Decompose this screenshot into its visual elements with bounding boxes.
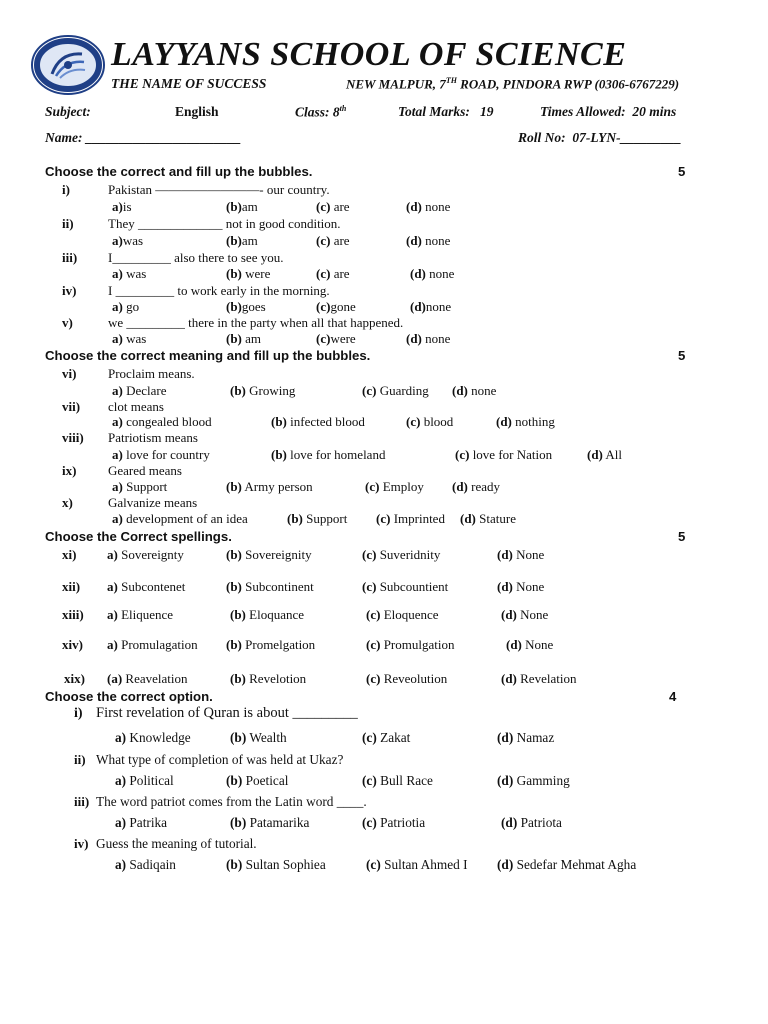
section-1-marks: 5 — [678, 164, 686, 179]
option-a[interactable]: a) go — [112, 299, 140, 314]
option-d[interactable]: (d) Stature — [460, 511, 516, 526]
option-a[interactable]: a) Subcontenet — [107, 579, 186, 594]
question-text: Proclaim means. — [108, 366, 195, 381]
school-name: LAYYANS SCHOOL OF SCIENCE — [111, 36, 627, 73]
option-c[interactable]: (c) Guarding — [362, 383, 429, 398]
option-b[interactable]: (b) Promelgation — [226, 637, 316, 652]
option-a[interactable]: a) Political — [115, 773, 174, 788]
option-b[interactable]: (b) Patamarika — [230, 815, 310, 830]
option-d[interactable]: (d) Patriota — [501, 815, 562, 830]
question-text: I _________ to work early in the morning. — [108, 283, 330, 298]
option-a[interactable]: a) Knowledge — [115, 730, 191, 745]
question-number: i) — [74, 706, 83, 721]
question-number: iv) — [74, 836, 89, 851]
question-number: v) — [62, 315, 73, 330]
name-field: Name: _______________________ — [45, 130, 242, 145]
section-3-title: Choose the Correct spellings. — [45, 529, 232, 544]
option-c[interactable]: (c) Employ — [365, 479, 424, 494]
option-b[interactable]: (b) Sovereignity — [226, 547, 312, 562]
option-b[interactable]: (b) Poetical — [226, 773, 289, 788]
option-b[interactable]: (b) were — [226, 266, 271, 281]
option-d[interactable]: (d) none — [406, 331, 451, 346]
question-text: clot means — [108, 399, 164, 414]
option-d[interactable]: (d) Namaz — [497, 730, 555, 745]
option-b[interactable]: (b) Growing — [230, 383, 296, 398]
option-b[interactable]: (b) Sultan Sophiea — [226, 857, 326, 872]
option-c[interactable]: (c) blood — [406, 414, 454, 429]
question-number: xix) — [64, 671, 85, 686]
option-b[interactable]: (b) am — [226, 331, 262, 346]
question-number: ii) — [74, 752, 86, 767]
option-a[interactable]: a)was — [112, 233, 144, 248]
school-address: NEW MALPUR, 7TH ROAD, PINDORA RWP (0306-6767229) — [346, 76, 680, 92]
question-number: xiv) — [62, 637, 83, 652]
option-c[interactable]: (c) Promulgation — [366, 637, 455, 652]
option-d[interactable]: (d) None — [497, 579, 545, 594]
question-text: we _________ there in the party when all that happened. — [108, 315, 404, 330]
section-4-marks: 4 — [669, 689, 677, 704]
option-d[interactable]: (d) none — [410, 266, 455, 281]
question-text: Patriotism means — [108, 430, 198, 445]
option-a[interactable]: a) Eliquence — [107, 607, 174, 622]
option-d[interactable]: (d) None — [497, 547, 545, 562]
option-c[interactable]: (c) are — [316, 199, 350, 214]
option-c[interactable]: (c) Patriotia — [362, 815, 426, 830]
option-d[interactable]: (d) None — [506, 637, 554, 652]
option-d[interactable]: (d) Revelation — [501, 671, 577, 686]
section-4-title: Choose the correct option. — [45, 689, 213, 704]
option-b[interactable]: (b) Eloquance — [230, 607, 305, 622]
section-2-marks: 5 — [678, 348, 686, 363]
school-logo — [30, 34, 106, 96]
option-a[interactable]: a)is — [112, 199, 132, 214]
option-c[interactable]: (c) Suveridnity — [362, 547, 441, 562]
question-number: xii) — [62, 579, 81, 594]
option-a[interactable]: a) Support — [112, 479, 168, 494]
question-text: I_________ also there to see you. — [108, 250, 284, 265]
question-number: xiii) — [62, 607, 84, 622]
option-d[interactable]: (d) All — [587, 447, 623, 462]
option-b[interactable]: (b) love for homeland — [271, 447, 386, 462]
question-text: Galvanize means — [108, 495, 198, 510]
option-d[interactable]: (d) none — [406, 233, 451, 248]
roll-number: Roll No: 07-LYN-_________ — [518, 130, 682, 145]
question-number: iv) — [62, 283, 77, 298]
option-c[interactable]: (c) Imprinted — [376, 511, 445, 526]
option-d[interactable]: (d) none — [452, 383, 497, 398]
question-number: iii) — [74, 794, 90, 809]
option-b[interactable]: (b) Subcontinent — [226, 579, 314, 594]
option-a[interactable]: a) Sadiqain — [115, 857, 176, 872]
option-a[interactable]: a) Patrika — [115, 815, 168, 830]
option-a[interactable]: a) Sovereignty — [107, 547, 184, 562]
question-number: ix) — [62, 463, 77, 478]
option-a[interactable]: a) love for country — [112, 447, 210, 462]
question-number: vii) — [62, 399, 81, 414]
option-a[interactable]: a) Declare — [112, 383, 167, 398]
option-c[interactable]: (c)were — [316, 331, 356, 346]
option-b[interactable]: (b) Wealth — [230, 730, 287, 745]
subject-label: Subject: — [45, 104, 91, 119]
option-c[interactable]: (c) Eloquence — [366, 607, 439, 622]
option-a[interactable]: a) congealed blood — [112, 414, 212, 429]
question-text: First revelation of Quran is about _________ — [96, 705, 358, 721]
option-c[interactable]: (c)gone — [316, 299, 356, 314]
question-number: x) — [62, 495, 73, 510]
option-a[interactable]: a) was — [112, 266, 147, 281]
question-text: Guess the meaning of tutorial. — [96, 836, 257, 851]
class-label: Class: 8th — [295, 104, 347, 120]
school-tagline: THE NAME OF SUCCESS — [111, 76, 267, 91]
section-2-title: Choose the correct meaning and fill up the bubbles. — [45, 348, 371, 363]
question-text: The word patriot comes from the Latin word ____. — [96, 794, 367, 809]
question-number: ii) — [62, 216, 74, 231]
option-c[interactable]: (c) Reveolution — [366, 671, 448, 686]
option-b[interactable]: (b)goes — [226, 299, 266, 314]
question-text: Geared means — [108, 463, 182, 478]
question-number: iii) — [62, 250, 78, 265]
subject-value: English — [175, 104, 219, 119]
option-b[interactable]: (b)am — [226, 233, 258, 248]
option-b[interactable]: (b) Revelotion — [230, 671, 307, 686]
option-c[interactable]: (c) Subcountient — [362, 579, 449, 594]
option-c[interactable]: (c) are — [316, 233, 350, 248]
question-number: viii) — [62, 430, 84, 445]
question-text: What type of completion of was held at Ukaz? — [96, 752, 344, 767]
option-a[interactable]: a) was — [112, 331, 147, 346]
option-d[interactable]: (d) nothing — [496, 414, 555, 429]
option-c[interactable]: (c) Zakat — [362, 730, 411, 745]
option-b[interactable]: (b)am — [226, 199, 258, 214]
option-d[interactable]: (d) ready — [452, 479, 501, 494]
section-1-title: Choose the correct and fill up the bubbles. — [45, 164, 313, 179]
section-3-marks: 5 — [678, 529, 686, 544]
option-d[interactable]: (d) None — [501, 607, 549, 622]
question-text: They _____________ not in good condition. — [108, 216, 341, 231]
option-c[interactable]: (c) Sultan Ahmed I — [366, 857, 468, 872]
option-d[interactable]: (d) Gamming — [497, 773, 570, 788]
option-c[interactable]: (c) love for Nation — [455, 447, 553, 462]
question-number: vi) — [62, 366, 77, 381]
option-d[interactable]: (d)none — [410, 299, 452, 314]
option-b[interactable]: (b) Support — [287, 511, 348, 526]
option-d[interactable]: (d) none — [406, 199, 451, 214]
option-a[interactable]: a) development of an idea — [112, 511, 248, 526]
time-allowed: Times Allowed: 20 mins — [540, 104, 677, 119]
option-c[interactable]: (c) are — [316, 266, 350, 281]
question-number: xi) — [62, 547, 77, 562]
option-a[interactable]: (a) Reavelation — [107, 671, 188, 686]
total-marks: Total Marks: 19 — [398, 104, 494, 119]
option-a[interactable]: a) Promulagation — [107, 637, 198, 652]
option-b[interactable]: (b) infected blood — [271, 414, 365, 429]
question-text: Pakistan ————————- our country. — [108, 182, 330, 197]
option-d[interactable]: (d) Sedefar Mehmat Agha — [497, 857, 637, 872]
option-b[interactable]: (b) Army person — [226, 479, 313, 494]
question-number: i) — [62, 182, 70, 197]
option-c[interactable]: (c) Bull Race — [362, 773, 433, 788]
